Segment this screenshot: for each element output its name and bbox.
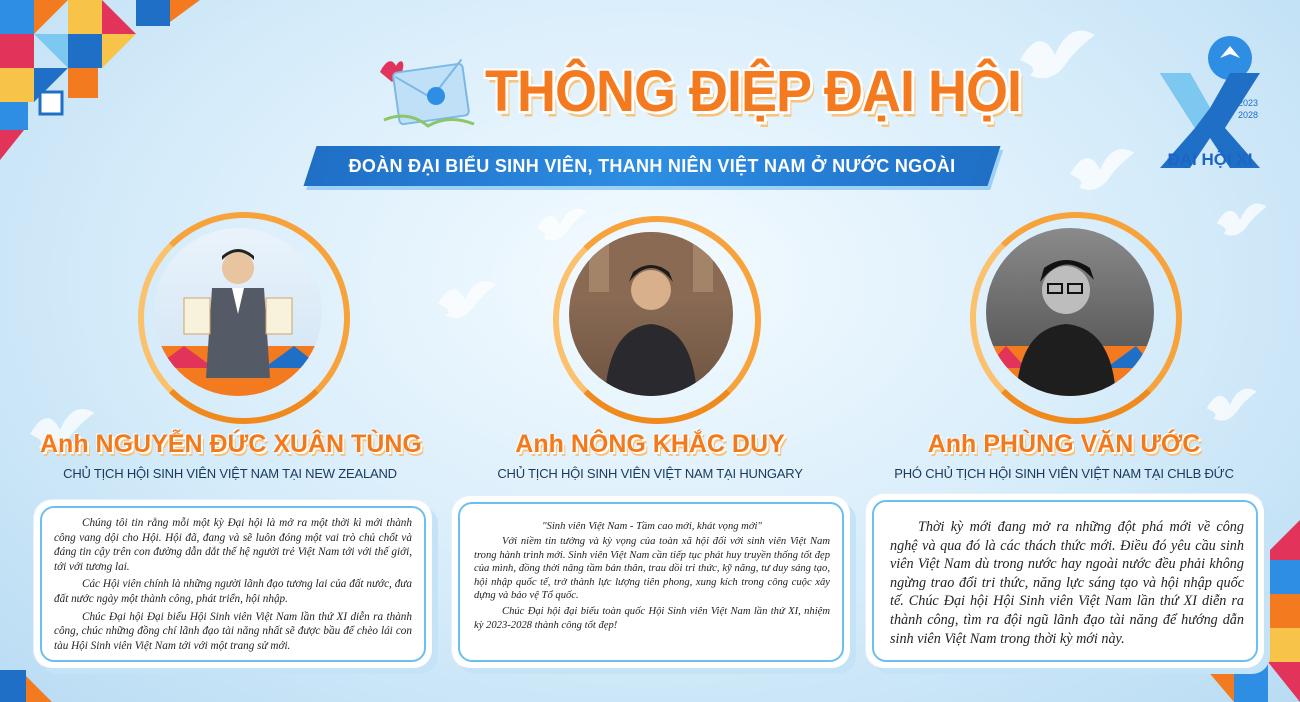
dove-icon [530,200,590,250]
page-subtitle: ĐOÀN ĐẠI BIỂU SINH VIÊN, THANH NIÊN VIỆT NAM Ở NƯỚC NGOÀI [348,156,956,176]
page-title: THÔNG ĐIỆP ĐẠI HỘI [485,59,1022,124]
logo-year-top: 2023 [1238,98,1259,108]
delegate-role: CHỦ TỊCH HỘI SINH VIÊN VIỆT NAM TẠI NEW ZEALAND [63,466,397,481]
delegate-role: PHÓ CHỦ TỊCH HỘI SINH VIÊN VIỆT NAM TẠI CHLB ĐỨC [894,466,1234,481]
dove-icon [1200,380,1260,430]
portrait-photo [569,232,733,396]
pattern-tiles-top-left [0,0,230,170]
message-text [474,520,830,635]
portrait-photo [154,228,322,396]
message-card [34,500,432,668]
message-quote: "Sinh viên Việt Nam - Tầm cao mới, khát vọng mới" [542,521,762,532]
message-paragraph: Chúc Đại hội đại biểu toàn quốc Hội Sinh viên Việt Nam lần thứ XI, nhiệm kỳ 2023-2028 thành công tốt đẹp! [474,606,830,631]
message-card [866,494,1264,668]
message-card [452,496,850,668]
message-paragraph: Chúc Đại hội Đại biểu Hội Sinh viên Việt Nam lần thứ XI diễn ra thành công, chúc những đồng chí lãnh đạo tài năng nhất sẽ được bầu để chèo lái con tàu Hội Sinh viên Việt Nam tới với một trang sử mới. [54,610,412,652]
logo-year-bottom: 2028 [1238,110,1259,120]
dove-icon [1010,20,1100,90]
message-paragraph: Chúng tôi tin rằng mỗi một kỳ Đại hội là mở ra một thời kì mới thành công vang dội cho Hội. Hội đã, đang và sẽ luôn đóng một vai trò chủ chốt và đáng tin cậy trên con đường dẫn dắt thế hệ người trẻ Việt Nam tới với thế giới, tới với tương lai. [54,517,412,573]
message-text [54,516,412,656]
dove-icon [430,270,500,330]
envelope-icon [378,50,488,135]
message-paragraph: Với niềm tin tưởng và kỳ vọng của toàn xã hội đối với sinh viên Việt Nam trong hành trình mới. Sinh viên Việt Nam cần tiếp tục phát huy truyền thống tốt đẹp của mình, đồng thời nâng tầm bản thân, trau dồi tri thức, kỹ năng, tư duy sáng tạo, hội nhập quốc tế, trở thành lực lượng tiên phong, xung kích trong công cuộc xây dựng và bảo vệ Tổ quốc. [474,536,830,602]
delegate-name: Anh PHÙNG VĂN ƯỚC [927,430,1201,458]
portrait-photo [986,228,1154,396]
delegate-name: Anh NGUYỄN ĐỨC XUÂN TÙNG [40,430,422,458]
delegate-name: Anh NÔNG KHẮC DUY [515,430,785,458]
delegate-role: CHỦ TỊCH HỘI SINH VIÊN VIỆT NAM TẠI HUNGARY [497,466,803,481]
dove-icon [1210,190,1270,250]
logo-caption: ĐẠI HỘI XI [1167,150,1253,169]
message-text [890,518,1244,651]
message-paragraph: Thời kỳ mới đang mở ra những đột phá mới về công nghệ và qua đó là các thách thức mới. Điều đó yêu cầu sinh viên Việt Nam dù trong nước hay ngoài nước đều phải không ngừng trao đổi tri thức, năng lực sáng tạo và hội nhập quốc tế. Chúc Đại hội Hội Sinh viên Việt Nam lần thứ XI diễn ra thành công, tìm ra đội ngũ lãnh đạo tài năng để hướng dẫn sinh viên Việt Nam trong thời kỳ mới này. [890,519,1244,647]
dove-icon [1060,140,1140,200]
message-paragraph: Các Hội viên chính là những người lãnh đạo tương lai của đất nước, đưa đất nước ngày một thành công, phát triển, hội nhập. [54,578,412,605]
